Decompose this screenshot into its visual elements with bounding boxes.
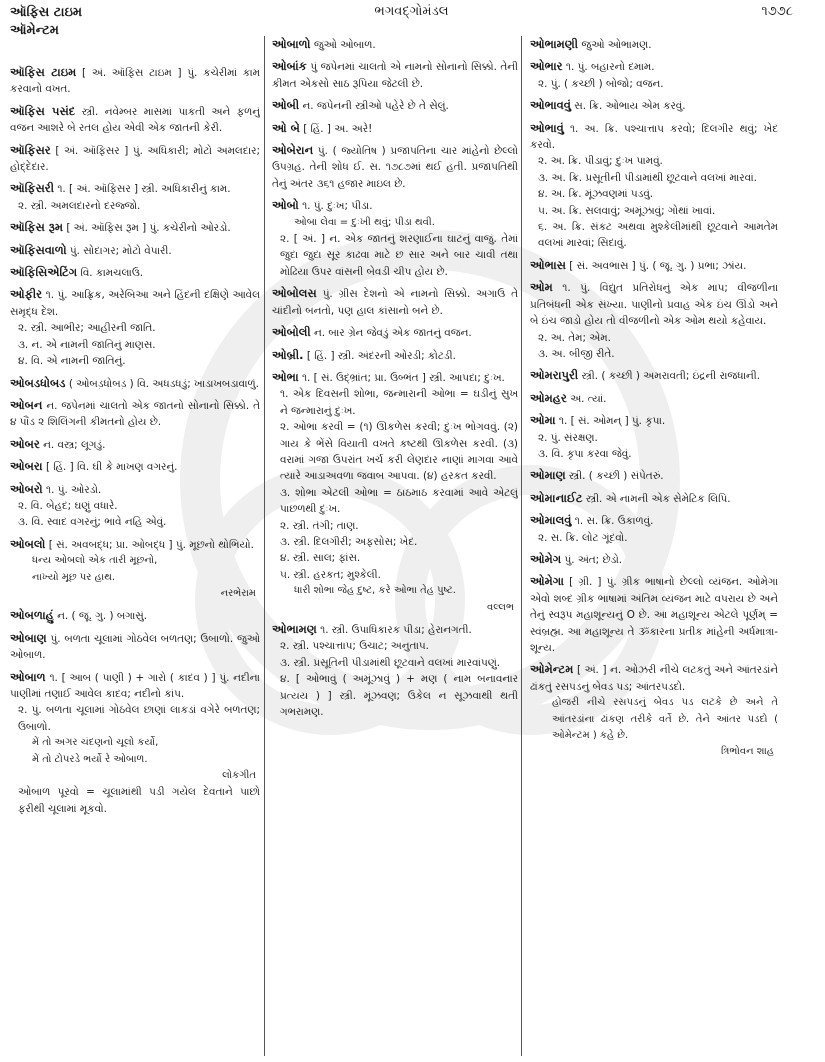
entry-main: [10, 375, 260, 392]
dictionary-entry: [530, 279, 778, 362]
sub-sense: ૨. પું. બળતા ચૂલામાં ગોઠવેલ છાણાં લાકડાં વગેરે બળતણ; ઉબાળો.: [18, 704, 260, 733]
definition: [ અં. ઑફિસર ] પું. અધિકારી; મોટો અમલદાર; હોદ્દેદાર.: [10, 144, 260, 174]
dictionary-entry: [530, 412, 778, 462]
headword: ઓમહર: [530, 390, 567, 405]
usage-example: ઓબા લેવા = દુઃખી થવું; પીડા થવી.: [294, 216, 435, 228]
entry-main: [10, 397, 260, 431]
dictionary-entry: [10, 436, 260, 453]
entry-main: [272, 197, 518, 214]
definition: વિ. કામચલાઉ.: [80, 267, 144, 280]
definition: [ હિં. ] અ. અરે!: [303, 122, 373, 135]
sub-sense: ૩. વિ. કૃપા કરવા જેવું.: [538, 447, 632, 460]
guide-word-last: ઑમેન્ટમ: [10, 23, 59, 38]
definition: ન. જપેનમાં ચાલતો એક જાતનો સોનાનો સિક્કો. તે ૪ પૌંડ ૨ શિલિંગની કીમતનો હોય છે.: [10, 399, 260, 429]
entry-main: [530, 367, 778, 384]
dictionary-entry: [10, 242, 260, 259]
dictionary-entry: [272, 120, 518, 137]
dictionary-entry: [10, 607, 260, 624]
entry-main: [530, 551, 778, 568]
headword: ઓમેગા: [530, 574, 564, 589]
definition: ૧. પું. વિદ્યુત પ્રતિરોધનું એક માપ; વીજળીના પ્રતિબંધની એક સંખ્યા. પાણીનો પ્રવાહ એક ઇંચ ઊંડો અને બે ઇંચ જાડો હોય તો વીજળીનો એક ઓમ થયો કહેવાય.: [530, 282, 778, 328]
dictionary-entry: [530, 257, 778, 274]
definition: જુઓ ઓબાળ.: [313, 39, 376, 51]
headword: ઓમરાપુરી: [530, 368, 579, 383]
entry-main: [10, 481, 260, 498]
entry-main: [272, 324, 518, 341]
dictionary-entry: [530, 120, 778, 252]
definition: સ્ત્રી. એ નામની એક સેમેટિક લિપિ.: [585, 492, 731, 505]
entry-main: [272, 36, 518, 53]
definition: સ્ત્રી. ( કચ્છી ) અમરાવતી; ઇંદ્રની રાજધાની.: [581, 370, 761, 383]
sub-sense: ૨. [ અં. ] ન. એક જાતનું શરણાઈના ઘાટનું વાજું. તેમાં જુદા જુદા સૂર કાઢવા માટે છ સાર અને બાર ચાવી તથા મોઢિયા ઉપર વાંસની બેવડી ચીપ હોય છે.: [280, 233, 518, 278]
sub-sense: ૨. અ. ક્રિ. પીડાવું; દુઃખ પામવું.: [538, 155, 663, 168]
dictionary-entry: [272, 142, 518, 192]
headword: ઓમાનાઈટ: [530, 490, 583, 505]
entry-main: [10, 436, 260, 453]
dictionary-entry: [10, 669, 260, 818]
entry-main: [530, 279, 778, 329]
entry-main: [530, 573, 778, 656]
headword: ઓમાલવું: [530, 513, 572, 528]
sub-sense: ૨. સ્ત્રી. તંગી; તાણ.: [280, 519, 359, 532]
headword: ઓબેરાન: [272, 143, 314, 158]
definition: પું. ( જ્યોતિષ ) પ્રજાપતિના ચાર માંહેનો છેલ્લો ઉપગ્રહ. તેની શોધ ઈ. સ. ૧૭૮૭માં થઈ હતી. પ્રજાપતિથી તેનું અંતર ૩૬૧ હજાર માઇલ છે.: [272, 145, 518, 190]
definition: [ અં. ] ન. ઓઝરી નીચે લટકતું અને આંતરડાંને ઢાંકતું રસપડનું બેવડ પડ; આંતરપડદો.: [530, 664, 778, 693]
headword: ઓમા: [530, 413, 556, 428]
sub-sense: ૧. એક દિવસની શોભા, જન્મારાની ઓભા = ઘડીનું સુખ ને જન્મારાનું દુઃખ.: [280, 388, 518, 417]
entry-main: [530, 257, 778, 274]
quotation: ધન્ય ઓબલો એક તારી મૂછનો,: [32, 555, 158, 567]
sub-sense: ૨. પું. સંરક્ષણ.: [538, 431, 598, 444]
dictionary-entry: [272, 97, 518, 114]
dictionary-entry: [272, 58, 518, 92]
definition: ૧. પું. ઓરડો.: [46, 483, 102, 496]
headword: ઓ બે: [272, 120, 300, 135]
sub-sense: ૪. અ. ક્રિ. મૂંઝવણમાં પડવું.: [538, 188, 654, 201]
headword: ઓફીર: [10, 287, 43, 302]
sub-sense: ૩. વિ. સ્વાદ વગરનું; ભાવે નહિ એવું.: [18, 516, 167, 529]
definition: ૧. [ સં. ઓમન્ ] પું. કૃપા.: [558, 415, 666, 428]
dictionary-entry: [10, 458, 260, 475]
dictionary-entry: [272, 369, 518, 616]
entry-main: [10, 630, 260, 664]
headword: ઓબાણ: [10, 630, 47, 645]
dictionary-entry: [530, 390, 778, 407]
guide-word-first: ઑફિસ ટાઇમ: [10, 5, 83, 20]
headword: ઑફિસ રૂમ: [10, 220, 63, 235]
definition: ન. વસ્ત્ર; લૂગડું.: [43, 438, 106, 451]
headword: ઓબી: [272, 98, 300, 113]
sub-sense: ૩. ન. એ નામની જાતિનું માણસ.: [18, 338, 156, 351]
entry-main: [10, 669, 260, 703]
dictionary-entry: [530, 573, 778, 656]
headword: ઑફિસર: [10, 142, 51, 157]
entry-main: [272, 621, 518, 638]
column-2: [272, 36, 518, 1060]
dictionary-entry: [10, 375, 260, 392]
definition: [ અં. ઑફિસ રૂમ ] પું. કચેરીનો ઓરડો.: [66, 222, 231, 235]
sub-sense: ૫. સ્ત્રી. હરકત; મુશ્કેલી.: [280, 568, 381, 581]
column-3: [530, 36, 778, 1060]
entry-main: [10, 264, 260, 281]
entry-main: [272, 347, 518, 364]
sub-sense: ૨. અ. તેમ; એમ.: [538, 331, 611, 344]
definition: [ સં. અવબદ્ધ; પ્રા. ઓબદ્ધ ] પું. મૂછનો થોભિયો.: [48, 538, 254, 551]
headword: ઓબો: [272, 198, 299, 213]
definition: [ ગ્રી. ] પું. ગ્રીક ભાષાનો છેલ્લો વ્યંજન. ઓમેગા એવો શબ્દ ગ્રીક ભાષામાં અંતિમ વ્યંજન માટે વપરાય છે અને તેનું સ્વરૂપ મહાશૂન્યનું O છે. આ મહાશૂન્ય એટલે પૂર્ણમ્ = સ્વંબ્રહ્મ. આ મહાશૂન્ય તે ૐકારના પ્રતીક માંહેની અર્ધમાત્રા-શૂન્ય.: [530, 576, 778, 654]
dictionary-entry: [10, 64, 260, 98]
quotation-source: લોકગીત: [222, 770, 256, 782]
dictionary-entry: [530, 58, 778, 92]
dictionary-entry: [530, 36, 778, 53]
definition: ૧. [ સં. ઉદ્ભ્રાંત; પ્રા. ઉબ્ભંત ] સ્ત્રી. આપદા; દુઃખ.: [301, 371, 505, 384]
definition: ૧. પું. આફ્રિક, અરેબિઆ અને હિંદની દક્ષિણે આવેલ સમૃદ્ધ દેશ.: [10, 289, 260, 318]
quotation: નાખ્યો મૂછ પર હાથ.: [32, 571, 116, 583]
dictionary-entry: [10, 264, 260, 281]
dictionary-entry: [530, 661, 778, 760]
headword: ઓબર: [10, 436, 40, 451]
headword: ઑફિસરી: [10, 181, 54, 196]
sub-sense: ૩. સ્ત્રી. પ્રસૂતિની પીડામાંથી છૂટવાને વલખાં મારવાંપણું.: [280, 656, 501, 669]
entry-main: [272, 97, 518, 114]
sub-sense: ૩. અ. ક્રિ. પ્રસૂતીની પીડામાંથી છૂટવાને વલખાં મારવાં.: [538, 171, 757, 184]
entry-main: [530, 467, 778, 484]
dictionary-entry: [10, 536, 260, 603]
headword: ઓબોલી: [272, 325, 311, 340]
definition: પું. સોદાગર; મોટો વેપારી.: [69, 244, 172, 257]
entry-main: [10, 219, 260, 236]
entry-main: [10, 286, 260, 320]
quotation: મેં તો ટોપરડે ભર્યો રે ઓબાળ.: [32, 753, 148, 765]
dictionary-entry: [10, 286, 260, 369]
definition: [ હિં. ] સ્ત્રી. અંદરની ઓરડી; કોટડી.: [306, 349, 456, 362]
definition: પું. ગ્રીસ દેશનો એ નામનો સિક્કો. અગાઉ તે ચાંદીનો બનતો, પણ હાલ કાંસાનો બને છે.: [272, 288, 518, 317]
dictionary-entry: [10, 219, 260, 236]
quotation-source: વલ્લભ: [487, 601, 514, 613]
definition: પું જપેનમાં ચાલતો એ નામનો સોનાનો સિક્કો. તેની કીમત એકસો સાઠ રૂપિયા જેટલી છે.: [272, 61, 518, 90]
definition: ૧. [ અં. ઑફિસર ] સ્ત્રી. અધિકારીનું કામ.: [57, 183, 231, 196]
definition: [ સં. અવભાસ ] પું. ( જૂ. ગુ. ) પ્રભા; ઝાંય.: [569, 259, 747, 272]
headword: ઑફિસ ટાઇમ: [10, 65, 77, 79]
entry-main: [272, 285, 518, 319]
sub-sense: ૬. અ. ક્રિ. સંકટ અથવા મુશ્કેલીમાંથી છૂટવાને આમતેમ વલખાં મારવાં; સિદાવું.: [538, 221, 778, 250]
headword: ઓબ્રી.: [272, 347, 304, 362]
entry-main: [530, 390, 778, 407]
dictionary-entry: [272, 347, 518, 364]
dictionary-entry: [530, 367, 778, 384]
headword: ઑફિસ પસંદ: [10, 103, 76, 118]
sub-sense: ૪. [ ઓભાવું ( અમૂંઝાવું ) + મણ ( નામ બનાવનાર પ્રત્યય ) ] સ્ત્રી. મૂંઝવણ; ઉકેલ ન સૂઝવાથી થતી ગભરામણ.: [280, 673, 518, 719]
entry-main: [530, 97, 778, 114]
definition: ન. ( જૂ. ગુ. ) બગાસું.: [57, 610, 148, 623]
definition: ૧. પું. દુઃખ; પીડા.: [302, 200, 373, 213]
headword: ઑફિસવાળો: [10, 242, 67, 257]
headword: ઓમેગ: [530, 551, 562, 566]
headword: ઓબલો: [10, 536, 46, 551]
dictionary-entry: [530, 490, 778, 507]
headword: ઑફિસિએટિંગ: [10, 265, 78, 280]
entry-main: [530, 512, 778, 529]
definition: ૧. [ આબ ( પાણી ) + ગારો ( કાદવ ) ] પું. નદીના પાણીમાં તણાઈ આવેલ કાદવ; નદીનો કાંપ.: [10, 671, 260, 700]
sub-sense: ૩. અ. બીજી રીતે.: [538, 347, 615, 360]
page-number: ૧૭૭૮: [761, 4, 793, 19]
dictionary-entry: [10, 103, 260, 137]
headword: ઓબરા: [10, 459, 43, 474]
dictionary-entry: [10, 630, 260, 664]
sub-sense: ૨. વિ. બેહદ; ઘણું વધારે.: [18, 499, 118, 512]
definition: ૧. સ્ત્રી. ઉપાધિકારક પીડા; હેરાનગતી.: [320, 624, 472, 636]
headword: ઓમ: [530, 280, 553, 295]
entry-main: [10, 536, 260, 553]
headword: ઓબોલસ: [272, 286, 317, 301]
headword: ઓભામણ: [272, 622, 317, 636]
sub-sense: ૨. પું. ( કચ્છી ) બોજો; વજન.: [538, 77, 664, 90]
definition: ( ઓબડ઼ધોબડ઼ ) વિ. અધડધડ઼ું; ખાડાખબડાવાળું.: [68, 377, 259, 390]
entry-main: [10, 103, 260, 137]
dictionary-entry: [10, 481, 260, 531]
entry-main: [272, 369, 518, 386]
entry-main: [530, 490, 778, 507]
definition: જુઓ ઓભામણ.: [581, 39, 652, 51]
column-divider: [521, 36, 522, 1056]
headword: ઓભાસ: [530, 257, 566, 272]
headword: ઓભાવું: [530, 120, 564, 135]
headword: ઓમાણ: [530, 468, 566, 483]
column-divider: [264, 36, 265, 1056]
entry-main: [10, 242, 260, 259]
headword: ઓભાવવું: [530, 98, 571, 113]
entry-main: [530, 36, 778, 53]
book-title: ભગવદ્ગોમંડલ: [374, 4, 449, 19]
entry-main: [272, 142, 518, 192]
definition: [ અં. ઑફિસ ટાઇમ ] પું. કચેરીમાં કામ કરવાનો વખત.: [10, 67, 260, 96]
sub-sense: ૨. સ્ત્રી. અમલદારનો દરજ્જો.: [18, 199, 141, 212]
headword: ઓબળાહું: [10, 608, 54, 623]
entry-main: [10, 180, 260, 197]
column-1: [10, 64, 260, 1060]
entry-main: [10, 142, 260, 176]
dictionary-entry: [272, 197, 518, 280]
sub-sense: ૩. સ્ત્રી. દિલગીરી; અફસોસ; ખેદ.: [280, 535, 418, 548]
entry-main: [272, 120, 518, 137]
dictionary-entry: [272, 36, 518, 53]
entry-main: [10, 607, 260, 624]
entry-main: [10, 458, 260, 475]
headword: ઓબડધોબડ: [10, 375, 66, 390]
sub-sense: ૨. ઓભા કરવી = (૧) ઊકળેસ કરવી; દુઃખ ભોગવવું. (૨) ગાય કે ભેંસે વિયાતી વખતે કષ્ટથી ઊકળેસ કરવી. (૩) વરામાં ગજા ઉપરાંત ખર્ચ કરી લેણદાર નાણાં માગવા આવે ત્યારે આડાઅવળા જવાબ આપવા. (૪) હરકત કરવી.: [280, 421, 518, 483]
entry-main: [530, 661, 778, 695]
dictionary-entry: [10, 180, 260, 214]
dictionary-entry: [530, 551, 778, 568]
dictionary-entry: [530, 467, 778, 484]
dictionary-entry: [530, 97, 778, 114]
sub-sense: ૩. શોભા એટલી ઓભા = ઠાઠમાઠ કરવામાં આવે એટલું પાછળથી દુઃખ.: [280, 486, 518, 516]
quotation: હોજરી નીચે રસપડનું બેવડ પડ લટકે છે અને તે આંતરડાંના ઢાંકણ તરીકે વર્તે છે. તેને આંતર પડદો ( ઓમેન્ટમ ) કહે છે.: [552, 697, 778, 742]
headword: ઓભા: [272, 369, 299, 384]
entry-main: [272, 58, 518, 92]
definition: ૧. પું. બહારનો દમામ.: [565, 61, 655, 74]
headword: ઓબન: [10, 397, 43, 412]
dictionary-entry: [10, 142, 260, 176]
definition: પું. અંત; છેડો.: [564, 553, 623, 566]
definition: ન. બાર ગ્રેન જેવડું એક જાતનું વજન.: [314, 327, 472, 340]
sub-sense: ૫. અ. ક્રિ. સલવાવું; અમૂંઝાવું; ગોથાં ખાવાં.: [538, 204, 716, 217]
definition: [ હિં. ] વિ. ઘી કે માખણ વગરનું.: [45, 461, 178, 474]
headword: ઓબાળ: [10, 669, 46, 684]
quotation-source: નરભેરામ: [220, 587, 256, 599]
definition: ૧. સ. ક્રિ. ઉકાળવું.: [574, 515, 654, 528]
headword: ઓબાંક: [272, 59, 307, 74]
entry-main: [10, 64, 260, 98]
definition: સ. ક્રિ. ઓભાય એમ કરવું.: [574, 100, 686, 113]
quotation: મેં તો અગર ચંદણનો ચૂલો કર્યો,: [32, 737, 159, 749]
definition: સ્ત્રી. ( કચ્છી ) સંપેતરું.: [568, 470, 664, 483]
idiom: ઓબાળ પૂરવો = ચૂલામાંથી પડી ગયેલ દેવતાને પાછો ફરીથી ચૂલામાં મૂકવો.: [18, 786, 260, 815]
headword: ઓબાળો: [272, 37, 311, 51]
dictionary-entry: [272, 324, 518, 341]
definition: ન. જપેનની સ્ત્રીઓ પહેરે છે તે સેલું.: [302, 100, 449, 113]
definition: સ્ત્રી. નવેમ્બર માસમાં પાકતી અને ફળનું વજન આશરે બે રતલ હોય એવી એક જાતની કેરી.: [10, 105, 260, 135]
entry-main: [530, 120, 778, 154]
dictionary-entry: [272, 285, 518, 319]
quotation-source: ત્રિભોવન શાહ: [720, 746, 774, 758]
headword: ઓભાર: [530, 59, 563, 74]
sub-sense: ૨. સ્ત્રી. પશ્ચાત્તાપ; ઉચાટ; અનુતાપ.: [280, 640, 429, 653]
quotation: ધારી શોભા જેહ દુષ્ટ, કરે ઓભા તેહ પુષ્ટ.: [294, 585, 456, 597]
sub-sense: ૪. સ્ત્રી. સાલ; ફાંસ.: [280, 552, 361, 565]
headword: ઓભામણી: [530, 37, 579, 51]
sub-sense: ૨. સ્ત્રી. આભીર; આહીરની જાતિ.: [18, 322, 156, 335]
headword: ઓમેન્ટમ: [530, 662, 574, 677]
sub-sense: ૨. સ. ક્રિ. લોટ ગૂંદવો.: [538, 531, 628, 544]
definition: પું. બળતા ચૂલામાં ગોઠવેલ બળતણ; ઉબાળો. જુઓ ઓબાળ.: [10, 632, 260, 662]
headword: ઓબરો: [10, 481, 43, 496]
dictionary-entry: [530, 512, 778, 546]
sub-sense: ૪. વિ. એ નામની જાતિનું.: [18, 355, 126, 368]
entry-main: [530, 58, 778, 75]
dictionary-entry: [272, 621, 518, 720]
dictionary-entry: [10, 397, 260, 431]
definition: ૧. અ. ક્રિ. પશ્ચાત્તાપ કરવો; દિલગીર થવું; ખેદ કરવો.: [530, 122, 778, 152]
definition: અ. ત્યાં.: [570, 392, 607, 405]
entry-main: [530, 412, 778, 429]
